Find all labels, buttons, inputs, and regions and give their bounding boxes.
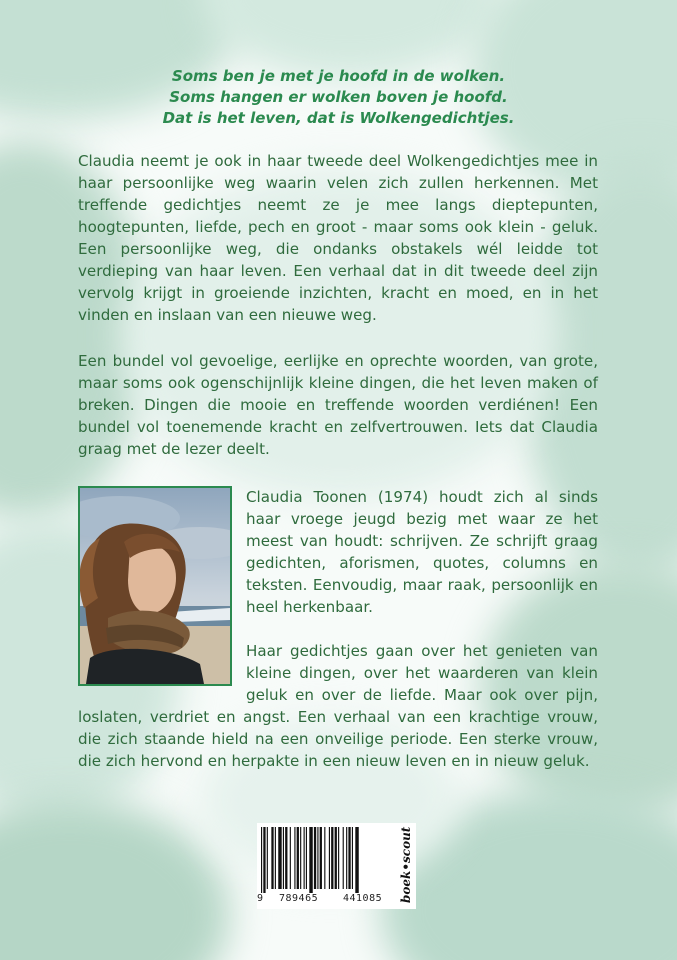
barcode-bar	[309, 827, 312, 893]
barcode-bar	[294, 827, 295, 889]
bio-paragraph: Claudia Toonen (1974) houdt zich al sinds haar vroege jeugd bezig met waar ze het meest van houdt: schrijven. Ze schrijft graag gedichten, aforismen, quotes, columns en teksten. Eenvoudig, maar raak, persoonlijk en heel herkenbaar.	[246, 488, 598, 616]
tagline-line: Dat is het leven, dat is Wolkengedichtjes.	[162, 109, 515, 127]
barcode-bar	[352, 827, 353, 889]
barcode-bar	[348, 827, 350, 889]
barcode-bar	[300, 827, 301, 889]
barcode-digits-right: 441085	[343, 893, 383, 904]
barcode-bar	[267, 827, 268, 889]
barcode-bar	[343, 827, 344, 889]
author-bio	[78, 486, 598, 772]
barcode-bar	[331, 827, 333, 889]
description-paragraph: Claudia neemt je ook in haar tweede deel Wolkengedichtjes mee in haar persoonlijke weg waarin velen zich zullen herkennen. Met treffende gedichtjes neemt ze je mee langs dieptepunten, hoogtepunten, liefde, pech en groot - maar soms ook klein - geluk. Een persoonlijke weg, die ondanks obstakels wél leidde tot verdieping van haar leven. Een verhaal dat in dit tweede deel zijn vervolg krijgt in groeiende inzichten, kracht en moed, en in het vinden en inslaan van een nieuwe weg.	[78, 152, 598, 324]
barcode-digit: 9	[257, 893, 264, 904]
barcode-bars	[261, 827, 395, 893]
barcode-bar	[314, 827, 316, 889]
barcode-bar	[317, 827, 318, 889]
tagline-line: Soms ben je met je hoofd in de wolken.	[171, 67, 506, 85]
barcode-bar	[306, 827, 307, 889]
barcode-bar	[263, 827, 265, 893]
barcode-bar	[355, 827, 358, 893]
barcode-bar	[275, 827, 276, 889]
author-portrait-image	[80, 488, 230, 684]
barcode-bar	[290, 827, 291, 889]
bio-paragraph: Haar gedichtjes gaan over het genieten van kleine dingen, over het waarderen van klein geluk en over de liefde. Maar ook over pijn, loslaten, verdriet en angst. Een verhaal van een krachtige vrouw, die zich staande hield na een onveilige periode. Een sterke vrouw, die zich hervond en herpakte in een nieuw leven en in nieuw geluk.	[78, 642, 598, 770]
watercolor-wash	[0, 800, 230, 960]
barcode-bar	[297, 827, 299, 889]
barcode-bar	[285, 827, 287, 889]
barcode-bar	[335, 827, 337, 889]
isbn-barcode	[257, 823, 416, 909]
tagline	[0, 66, 677, 129]
barcode-bar	[324, 827, 325, 889]
description-paragraph: Een bundel vol gevoelige, eerlijke en oprechte woorden, van grote, maar soms ook ogenschijnlijk kleine dingen, die het leven maken of breken. Dingen die mooie en treffende woorden verdiénen! Een bundel vol toenemende kracht en zelfvertrouwen. Iets dat Claudia graag met de lezer deelt.	[78, 352, 598, 458]
barcode-bar	[320, 827, 322, 889]
tagline-line: Soms hangen er wolken boven je hoofd.	[169, 88, 508, 106]
barcode-bar	[261, 827, 262, 893]
barcode-bar	[304, 827, 305, 889]
barcode-bar	[283, 827, 284, 889]
barcode-bar	[271, 827, 273, 889]
publisher-logo-text: boek•scout	[399, 826, 413, 903]
barcode-digits-left: 789465	[279, 893, 319, 904]
barcode-bar	[338, 827, 339, 889]
barcode-bar	[278, 827, 281, 889]
author-photo	[78, 486, 232, 686]
barcode-bar	[346, 827, 347, 889]
barcode-bar	[329, 827, 330, 889]
publisher-logo	[398, 825, 414, 905]
